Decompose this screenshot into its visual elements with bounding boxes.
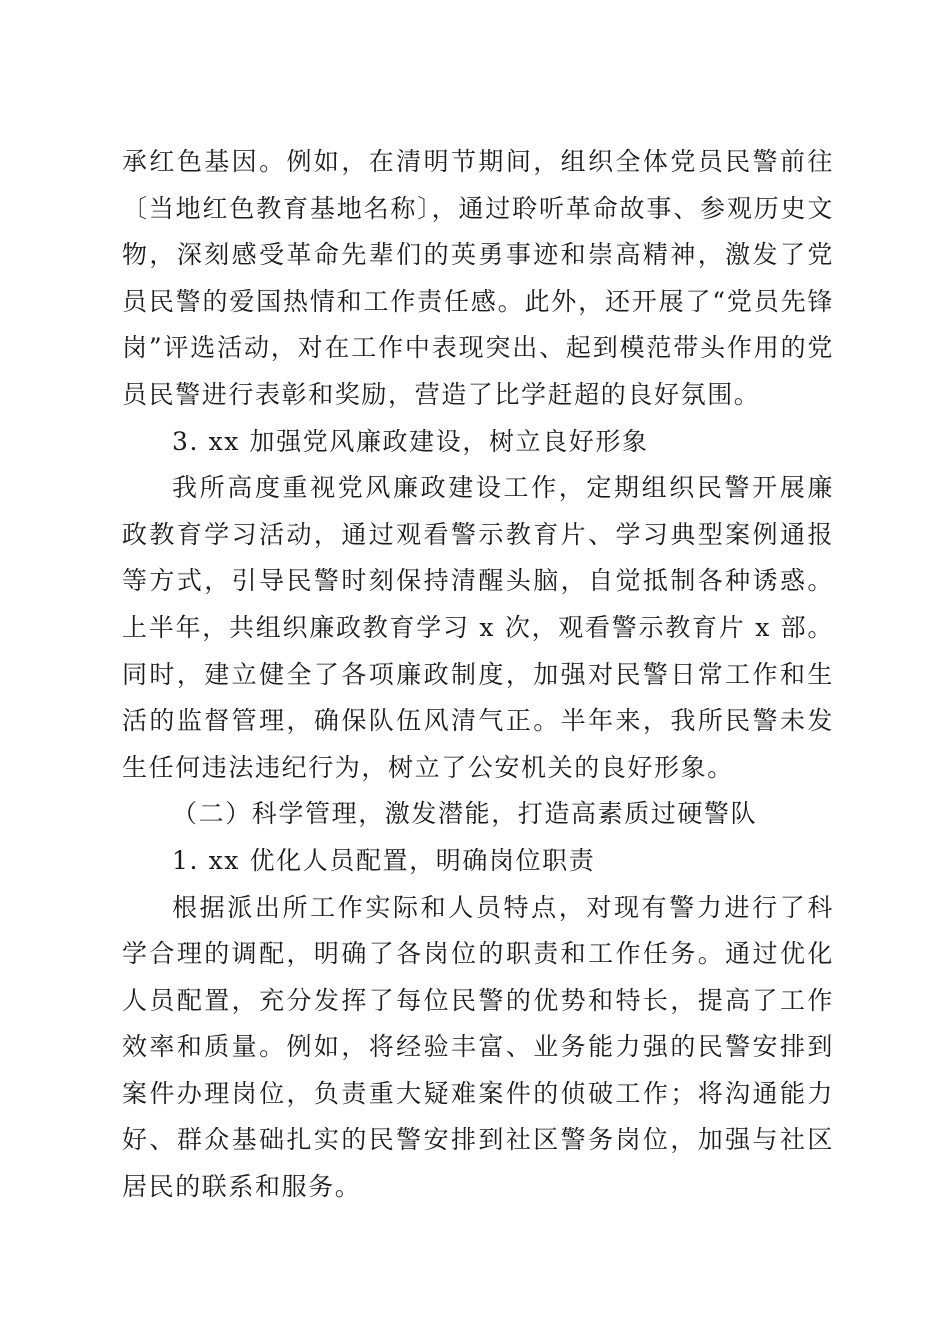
subheading-1: 1. xx 优化人员配置，明确岗位职责 — [172, 845, 596, 875]
section-2-title: （二）科学管理，激发潜能，打造高素质过硬警队 — [172, 799, 758, 829]
document-body — [122, 139, 834, 1211]
subheading-3: 3. xx 加强党风廉政建设，树立良好形象 — [172, 426, 649, 456]
paragraph-continuation: 承红色基因。例如，在清明节期间，组织全体党员民警前往〔当地红色教育基地名称〕，通过聆听革命故事、参观历史文物，深刻感受革命先辈们的英勇事迹和崇高精神，激发了党员民警的爱国热情和工作责任感。此外，还开展了“党员先锋岗”评选活动，对在工作中表现突出、起到模范带头作用的党员民警进行表彰和奖励，营造了比学赶超的良好氛围。 — [122, 147, 834, 409]
paragraph-3: 我所高度重视党风廉政建设工作，定期组织民警开展廉政教育学习活动，通过观看警示教育片、学习典型案例通报等方式，引导民警时刻保持清醒头脑，自觉抵制各种诱惑。上半年，共组织廉政教育学习 x 次，观看警示教育片 x 部。同时，建立健全了各项廉政制度，加强对民警日常工作和生活的监督管理，确保队伍风清气正。半年来，我所民警未发生任何违法违纪行为，树立了公安机关的良好形象。 — [122, 473, 834, 782]
paragraph-1: 根据派出所工作实际和人员特点，对现有警力进行了科学合理的调配，明确了各岗位的职责和工作任务。通过优化人员配置，充分发挥了每位民警的优势和特长，提高了工作效率和质量。例如，将经验丰富、业务能力强的民警安排到案件办理岗位，负责重大疑难案件的侦破工作；将沟通能力好、群众基础扎实的民警安排到社区警务岗位，加强与社区居民的联系和服务。 — [122, 892, 834, 1202]
